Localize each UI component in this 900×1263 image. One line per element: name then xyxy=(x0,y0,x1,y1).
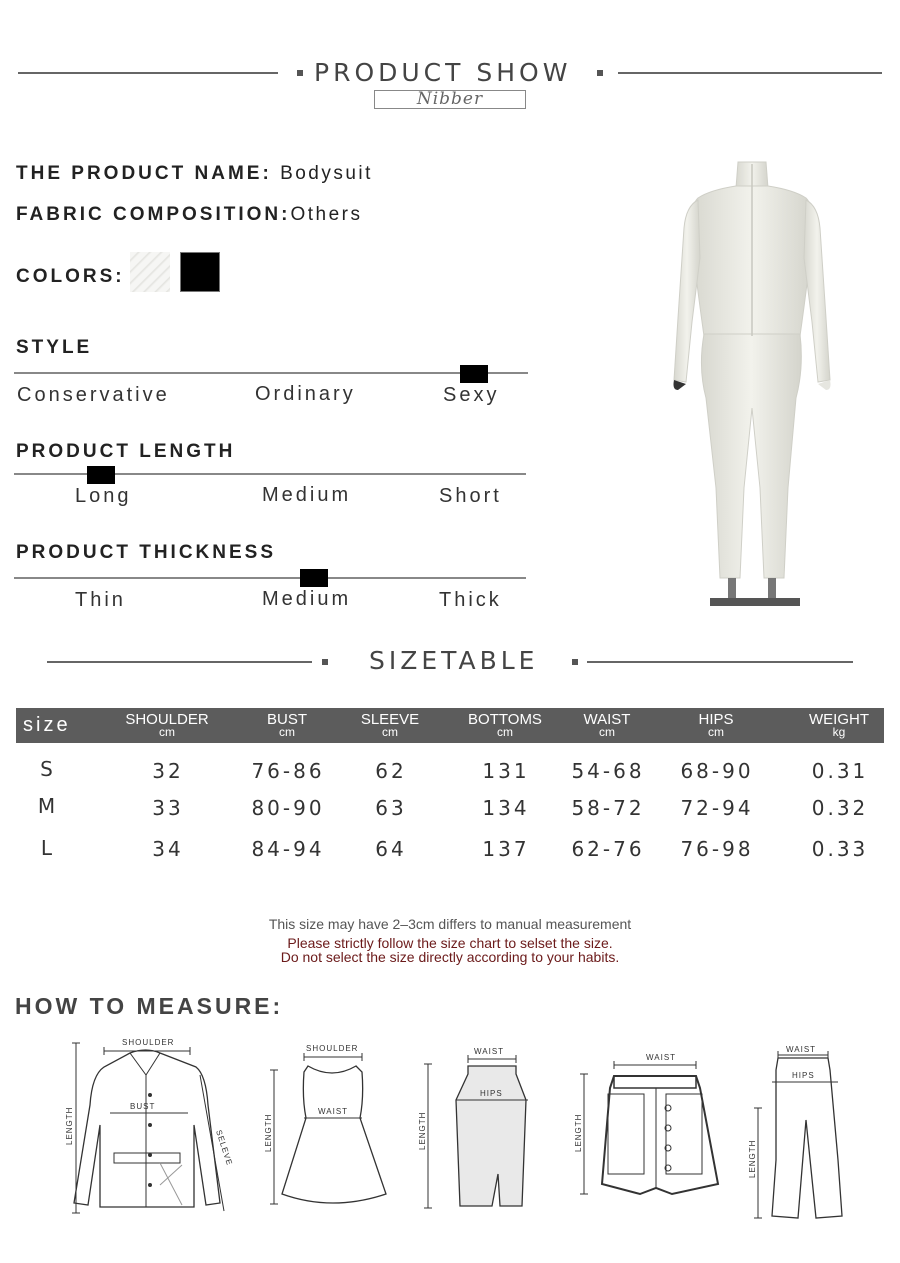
length-label: LENGTH xyxy=(574,1113,583,1152)
length-label: LENGTH xyxy=(748,1139,757,1178)
shorts-measure-diagram xyxy=(572,1048,732,1208)
sizetable-bullet-right xyxy=(572,659,578,665)
table-cell: 84-94 xyxy=(251,837,325,861)
sizetable-rule-left xyxy=(47,661,312,663)
col-header-bottoms: BOTTOMS cm xyxy=(468,711,542,739)
product-name-label: THE PRODUCT NAME: xyxy=(16,163,272,184)
table-cell: 62 xyxy=(375,759,407,783)
sizetable-title: SIZETABLE xyxy=(369,646,539,675)
table-cell: 68-90 xyxy=(680,759,754,783)
table-cell: 54-68 xyxy=(571,759,645,783)
table-cell: 131 xyxy=(482,759,530,783)
length-label: LENGTH xyxy=(264,1113,273,1152)
dress-measure-diagram xyxy=(260,1040,400,1210)
table-cell: 58-72 xyxy=(571,796,645,820)
thickness-option-thick: Thick xyxy=(439,589,502,611)
thickness-marker xyxy=(300,569,328,587)
table-cell: 63 xyxy=(375,796,407,820)
style-option-ordinary: Ordinary xyxy=(255,383,356,405)
col-header-shoulder: SHOULDER cm xyxy=(125,711,209,739)
size-cell: L xyxy=(40,836,56,860)
table-cell: 137 xyxy=(482,837,530,861)
style-heading: STYLE xyxy=(16,337,93,358)
table-cell: 134 xyxy=(482,796,530,820)
thickness-heading: PRODUCT THICKNESS xyxy=(16,542,277,563)
sizetable-bullet-left xyxy=(322,659,328,665)
hips-label: HIPS xyxy=(480,1089,503,1098)
header-bullet-right xyxy=(597,70,603,76)
header-rule-left xyxy=(18,72,278,74)
color-swatch-white[interactable] xyxy=(130,252,170,292)
size-cell: S xyxy=(40,757,56,781)
header-rule-right xyxy=(618,72,882,74)
header-bullet-left xyxy=(297,70,303,76)
table-cell: 72-94 xyxy=(680,796,754,820)
table-cell: 0.31 xyxy=(811,759,869,783)
fabric-value: Others xyxy=(290,204,363,225)
table-cell: 76-86 xyxy=(251,759,325,783)
waist-label: WAIST xyxy=(318,1107,349,1116)
sleeve-label: SELEVE xyxy=(214,1128,235,1167)
table-cell: 32 xyxy=(152,759,184,783)
brand-box xyxy=(374,90,526,109)
pants-measure-diagram xyxy=(746,1040,866,1225)
skirt-measure-diagram xyxy=(412,1042,542,1217)
thickness-scale-line xyxy=(14,577,526,579)
length-label: LENGTH xyxy=(418,1111,427,1150)
page-title: PRODUCT SHOW xyxy=(314,58,572,87)
length-label: LENGTH xyxy=(65,1106,74,1145)
size-table-header xyxy=(16,708,884,743)
shoulder-label: SHOULDER xyxy=(306,1044,359,1053)
size-warning-1: Please strictly follow the size chart to selset the size. xyxy=(287,935,613,951)
waist-label: WAIST xyxy=(474,1047,505,1056)
brand-name: Nibber xyxy=(416,89,484,109)
product-name-value: Bodysuit xyxy=(280,163,373,184)
style-marker xyxy=(460,365,488,383)
shoulder-label: SHOULDER xyxy=(122,1038,175,1047)
style-option-sexy: Sexy xyxy=(443,384,500,406)
length-option-short: Short xyxy=(439,485,502,507)
table-cell: 33 xyxy=(152,796,184,820)
fabric-row xyxy=(16,204,362,226)
length-option-long: Long xyxy=(75,485,132,507)
table-cell: 76-98 xyxy=(680,837,754,861)
fabric-label: FABRIC COMPOSITION: xyxy=(16,204,291,225)
size-warning-2: Do not select the size directly according to your habits. xyxy=(280,949,620,965)
color-swatch-black[interactable] xyxy=(180,252,220,292)
size-cell: M xyxy=(37,794,59,818)
table-cell: 62-76 xyxy=(571,837,645,861)
col-header-bust: BUST cm xyxy=(266,711,307,739)
style-scale-line xyxy=(14,372,528,374)
thickness-option-medium: Medium xyxy=(262,588,352,610)
length-marker xyxy=(87,466,115,484)
table-cell: 0.32 xyxy=(811,796,869,820)
waist-label: WAIST xyxy=(646,1053,677,1062)
col-header-sleeve: SLEEVE cm xyxy=(360,711,420,739)
waist-label: WAIST xyxy=(786,1045,817,1054)
colors-label: COLORS: xyxy=(16,266,125,287)
col-header-waist: WAIST cm xyxy=(583,711,631,739)
length-option-medium: Medium xyxy=(262,484,352,506)
bust-label: BUST xyxy=(130,1102,156,1111)
table-cell: 0.33 xyxy=(811,837,869,861)
sizetable-rule-right xyxy=(587,661,853,663)
col-header-hips: HIPS cm xyxy=(698,711,734,739)
table-cell: 34 xyxy=(152,837,184,861)
table-cell: 64 xyxy=(375,837,407,861)
hips-label: HIPS xyxy=(792,1071,815,1080)
col-header-weight: WEIGHT kg xyxy=(809,711,869,739)
product-photo xyxy=(640,158,870,608)
thickness-option-thin: Thin xyxy=(75,589,126,611)
jacket-measure-diagram xyxy=(60,1035,240,1220)
style-option-conservative: Conservative xyxy=(17,384,170,406)
table-cell: 80-90 xyxy=(251,796,325,820)
size-column-header: size xyxy=(23,714,71,736)
measurement-note: This size may have 2–3cm differs to manual measurement xyxy=(268,916,632,932)
product-name-row xyxy=(16,163,373,185)
how-to-measure-title: HOW TO MEASURE: xyxy=(15,993,284,1019)
length-heading: PRODUCT LENGTH xyxy=(16,441,236,462)
